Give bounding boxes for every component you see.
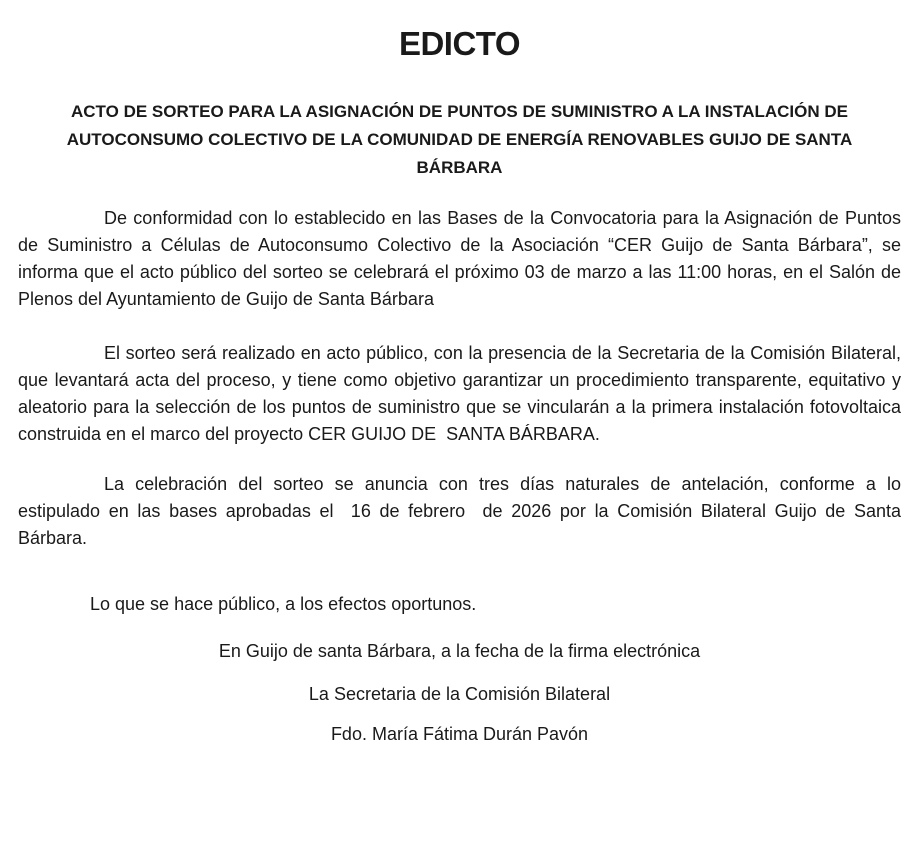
signature-role-line: La Secretaria de la Comisión Bilateral: [308, 684, 611, 704]
signature-name-line: Fdo. María Fátima Durán Pavón: [330, 724, 589, 744]
paragraph-convocatoria: De conformidad con lo establecido en las Bases de la Convocatoria para la Asignación de Puntos de Suministro a Células de Autoconsumo Colectivo de la Asociación “CER Guijo de Santa Bárbara”, se informa que el acto público del sorteo se celebrará el próximo 03 de marzo a las 11:00 horas, en el Salón de Plenos del Ayuntamiento de Guijo de Santa Bárbara: [18, 208, 907, 309]
subtitle-line-1: ACTO DE SORTEO PARA LA ASIGNACIÓN DE PUNTOS DE SUMINISTRO A LA INSTALACIÓN DE: [71, 102, 848, 121]
subtitle-line-3: BÁRBARA: [416, 158, 503, 177]
closing-line: Lo que se hace público, a los efectos oportunos.: [90, 594, 477, 614]
paragraph-antelacion: La celebración del sorteo se anuncia con tres días naturales de antelación, conforme a lo estipulado en las bases aprobadas el 16 de febrero de 2026 por la Comisión Bilateral Guijo de Santa Bárbara.: [18, 474, 907, 548]
document-title: EDICTO: [398, 25, 521, 62]
signature-place-date-line: En Guijo de santa Bárbara, a la fecha de la firma electrónica: [218, 641, 701, 661]
paragraph-descripcion-sorteo: El sorteo será realizado en acto público, con la presencia de la Secretaria de la Comisión Bilateral, que levantará acta del proceso, y tiene como objetivo garantizar un procedimiento transparente, equitativo y aleatorio para la selección de los puntos de suministro que se vincularán a la primera instalación fotovoltaica construida en el marco del proyecto CER GUIJO DE SANTA BÁRBARA.: [18, 343, 907, 444]
subtitle-line-2: AUTOCONSUMO COLECTIVO DE LA COMUNIDAD DE ENERGÍA RENOVABLES GUIJO DE SANTA: [66, 130, 853, 149]
document-subtitle: [18, 98, 901, 182]
